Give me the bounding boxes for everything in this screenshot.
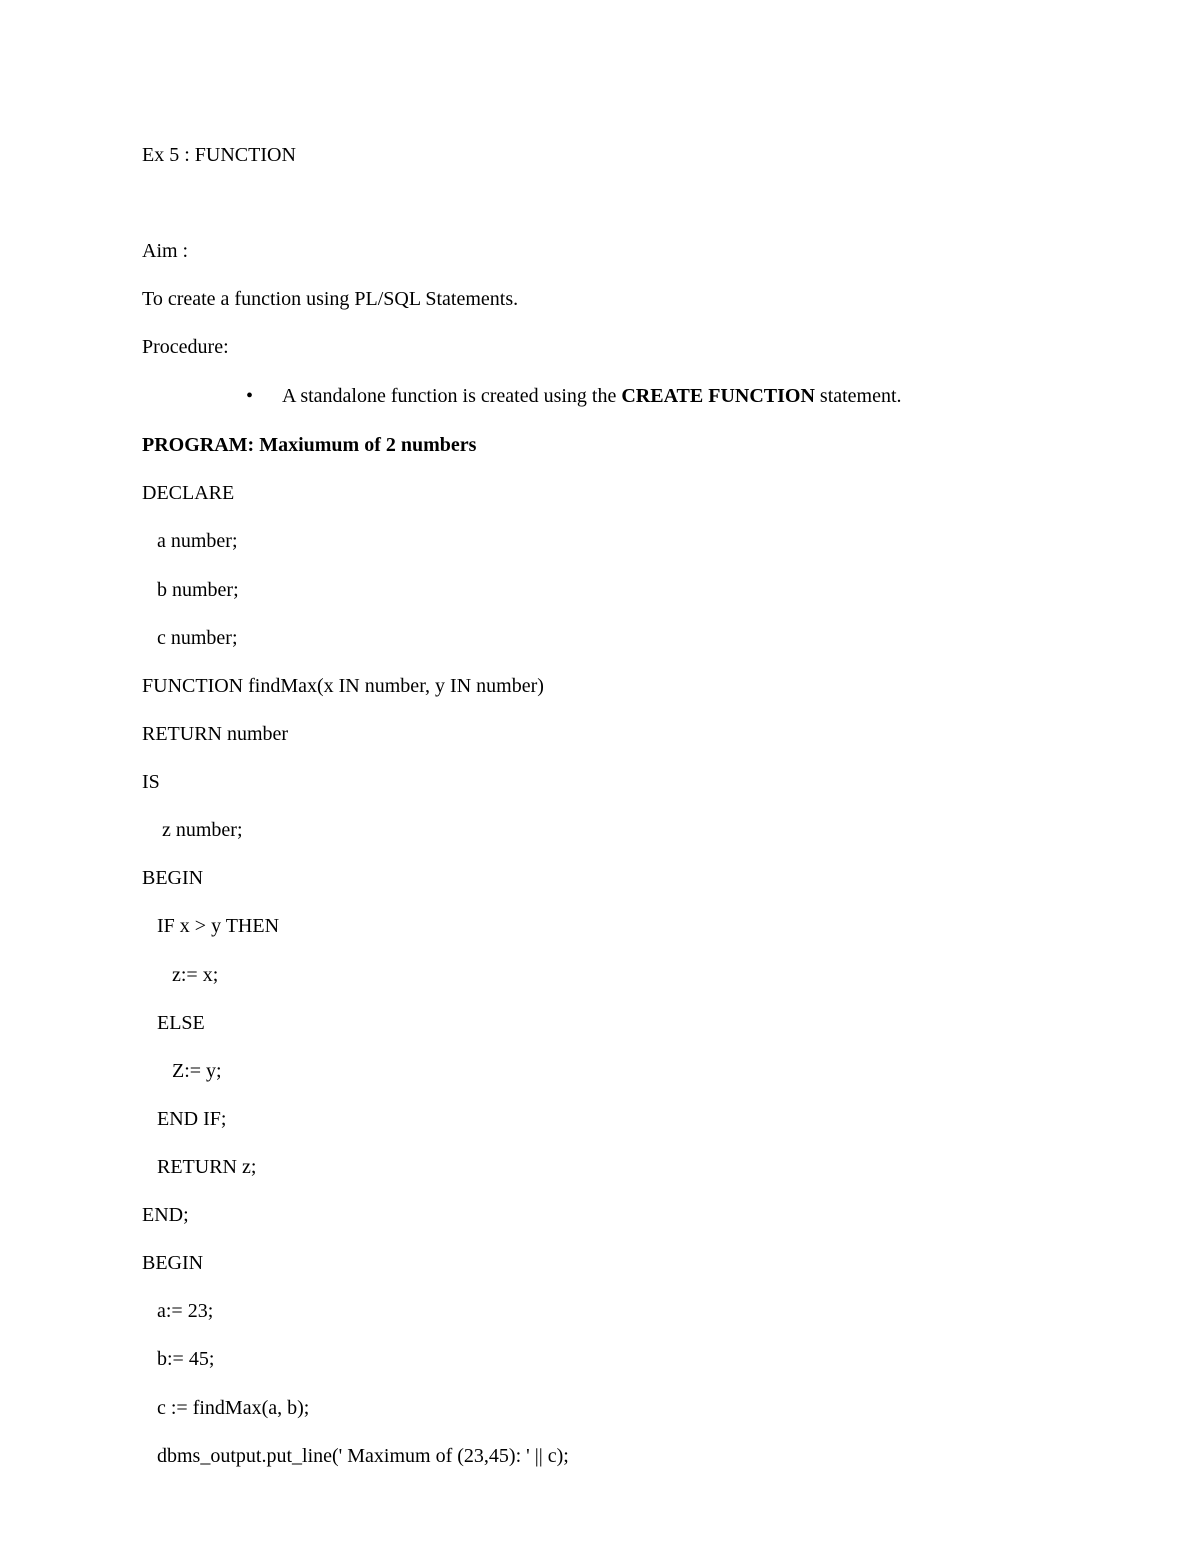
bullet-icon: • [246, 385, 254, 407]
code-line: DECLARE [142, 482, 235, 504]
code-line: IS [142, 771, 160, 793]
code-line: z:= x; [142, 964, 219, 986]
code-line: a:= 23; [142, 1300, 214, 1322]
code-line: BEGIN [142, 867, 204, 889]
code-line: c := findMax(a, b); [142, 1397, 310, 1419]
aim-label: Aim : [142, 240, 189, 262]
code-line: BEGIN [142, 1252, 204, 1274]
procedure-step-suffix: statement. [814, 385, 902, 407]
code-line: z number; [142, 819, 243, 841]
code-line: a number; [142, 530, 238, 552]
procedure-step-prefix: A standalone function is created using the [282, 385, 622, 407]
code-line: ELSE [142, 1012, 205, 1034]
procedure-step [282, 384, 902, 408]
code-line: dbms_output.put_line(' Maximum of (23,45): ' || c); [142, 1445, 569, 1467]
aim-text: To create a function using PL/SQL Statements. [142, 288, 519, 310]
code-line: RETURN number [142, 723, 289, 745]
code-line: FUNCTION findMax(x IN number, y IN number) [142, 675, 544, 697]
code-line: Z:= y; [142, 1060, 222, 1082]
code-line: c number; [142, 627, 238, 649]
exercise-heading: Ex 5 : FUNCTION [142, 144, 296, 166]
code-line: b:= 45; [142, 1348, 215, 1370]
code-line: END; [142, 1204, 189, 1226]
program-title: PROGRAM: Maxiumum of 2 numbers [142, 434, 477, 456]
code-line: IF x > y THEN [142, 915, 280, 937]
code-line: RETURN z; [142, 1156, 257, 1178]
code-line: b number; [142, 579, 239, 601]
procedure-label: Procedure: [142, 336, 229, 358]
code-line: END IF; [142, 1108, 227, 1130]
procedure-step-keyword: CREATE FUNCTION [621, 385, 815, 407]
